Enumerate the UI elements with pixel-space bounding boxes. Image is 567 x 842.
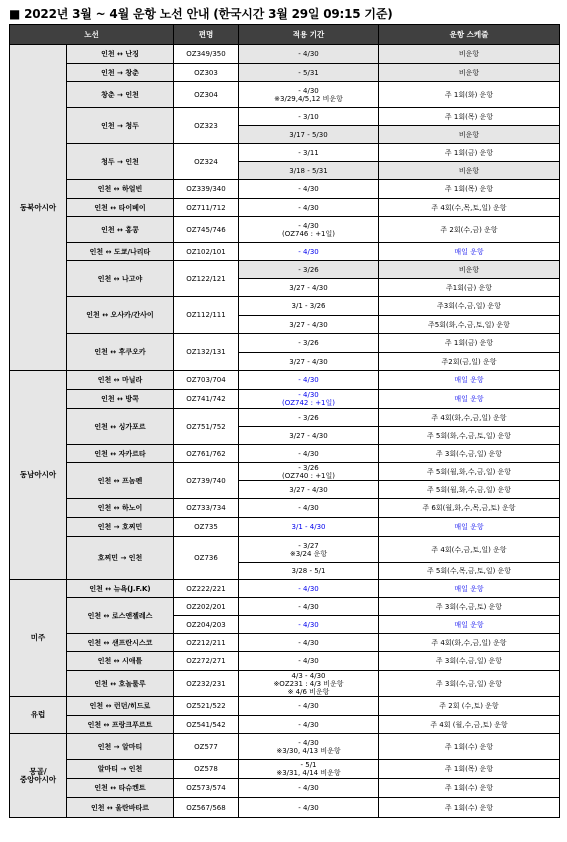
schedule-cell: 주 5회(월,화,수,금,일) 운항 (379, 481, 560, 499)
period-cell: 3/27 - 4/30 (239, 427, 379, 445)
table-row (10, 734, 560, 760)
schedule-cell: 주 4회 (월,수,금,토) 운항 (379, 716, 560, 734)
table-row (10, 199, 560, 217)
flight-number-cell: OZ202/201 (174, 598, 239, 616)
flight-number-cell: OZ222/221 (174, 580, 239, 598)
period-cell: - 4/30 (239, 180, 379, 199)
region-cell: 미주 (10, 580, 67, 697)
region-cell: 유럽 (10, 697, 67, 734)
route-cell: 인천 ↔ 나고야 (67, 261, 174, 297)
route-cell: 인천 ↔ 울란바타르 (67, 798, 174, 818)
header-route: 노선 (10, 25, 174, 45)
table-row (10, 144, 560, 162)
period-cell: - 4/30 (OZ746 : +1일) (239, 217, 379, 243)
schedule-cell: 주1회(금) 운항 (379, 279, 560, 297)
route-cell: 인천 ↔ 홍콩 (67, 217, 174, 243)
flight-number-cell: OZ122/121 (174, 261, 239, 297)
flight-number-cell: OZ578 (174, 760, 239, 779)
period-cell: - 4/30 (239, 580, 379, 598)
schedule-cell: 주 4회(화,수,금,일) 운항 (379, 409, 560, 427)
flight-number-cell: OZ541/542 (174, 716, 239, 734)
schedule-cell: 비운항 (379, 45, 560, 64)
period-cell: - 4/30 (239, 716, 379, 734)
flight-number-cell: OZ711/712 (174, 199, 239, 217)
flight-number-cell: OZ323 (174, 108, 239, 144)
table-row (10, 652, 560, 671)
flight-number-cell: OZ303 (174, 64, 239, 82)
table-row (10, 499, 560, 518)
period-cell: 4/3 - 4/30 ※OZ231 : 4/3 비운항 ※ 4/6 비운항 (239, 671, 379, 697)
schedule-cell: 비운항 (379, 261, 560, 279)
flight-number-cell: OZ304 (174, 82, 239, 108)
table-row (10, 671, 560, 697)
flight-number-cell: OZ567/568 (174, 798, 239, 818)
table-body (10, 45, 560, 818)
schedule-cell: 주 4회(화,수,금,일) 운항 (379, 634, 560, 652)
route-cell: 인천 ↔ 로스앤젤레스 (67, 598, 174, 634)
flight-number-cell: OZ102/101 (174, 243, 239, 261)
period-cell: - 4/30 (239, 445, 379, 463)
flight-number-cell: OZ204/203 (174, 616, 239, 634)
route-cell: 인천 → 청두 (67, 108, 174, 144)
table-row (10, 518, 560, 537)
table-row (10, 45, 560, 64)
period-cell: - 4/30 (239, 798, 379, 818)
header-period: 적용 기간 (239, 25, 379, 45)
schedule-cell: 주 2회(수,금) 운항 (379, 217, 560, 243)
schedule-cell: 주 4회(수,금,토,일) 운항 (379, 537, 560, 563)
route-cell: 인천 → 알마티 (67, 734, 174, 760)
period-cell: - 3/26 (239, 334, 379, 353)
flight-number-cell: OZ324 (174, 144, 239, 180)
route-cell: 인천 ↔ 하노이 (67, 499, 174, 518)
route-cell: 인천 ↔ 방콕 (67, 390, 174, 409)
route-cell: 인천 ↔ 시애틀 (67, 652, 174, 671)
schedule-cell: 주 3회(수,금,일) 운항 (379, 671, 560, 697)
schedule-cell: 주 2회 (수,토) 운항 (379, 697, 560, 716)
schedule-cell: 주 5회(화,수,금,토,일) 운항 (379, 427, 560, 445)
table-row (10, 64, 560, 82)
table-row (10, 390, 560, 409)
table-row (10, 580, 560, 598)
table-row (10, 243, 560, 261)
table-row (10, 261, 560, 279)
table-row (10, 463, 560, 481)
period-cell: - 4/30 (OZ742 : +1일) (239, 390, 379, 409)
flight-number-cell: OZ745/746 (174, 217, 239, 243)
period-cell: - 4/30 (239, 598, 379, 616)
schedule-cell: 주 5회(월,화,수,금,일) 운항 (379, 463, 560, 481)
schedule-cell: 주 1회(수) 운항 (379, 798, 560, 818)
route-cell: 인천 ↔ 타슈켄트 (67, 779, 174, 798)
table-row (10, 180, 560, 199)
schedule-cell: 주 4회(수,목,토,일) 운항 (379, 199, 560, 217)
region-cell: 동남아시아 (10, 371, 67, 580)
table-row (10, 409, 560, 427)
schedule-cell: 매일 운항 (379, 371, 560, 390)
table-header-row (10, 25, 560, 45)
flight-number-cell: OZ751/752 (174, 409, 239, 445)
route-cell: 인천 ↔ 하얼빈 (67, 180, 174, 199)
schedule-cell: 주 3회(수,금,일) 운항 (379, 652, 560, 671)
schedule-cell: 주 5회(수,목,금,토,일) 운항 (379, 563, 560, 580)
period-cell: - 3/26 (239, 409, 379, 427)
flight-number-cell: OZ735 (174, 518, 239, 537)
schedule-cell: 주 6회(월,화,수,목,금,토) 운항 (379, 499, 560, 518)
schedule-cell: 주 1회(금) 운항 (379, 334, 560, 353)
route-cell: 인천 ↔ 싱가포르 (67, 409, 174, 445)
schedule-cell: 주 1회(목) 운항 (379, 108, 560, 126)
period-cell: - 4/30 (239, 616, 379, 634)
schedule-cell: 매일 운항 (379, 518, 560, 537)
period-cell: - 4/30 ※3/30, 4/13 비운항 (239, 734, 379, 760)
table-row (10, 334, 560, 353)
schedule-cell: 비운항 (379, 162, 560, 180)
flight-number-cell: OZ112/111 (174, 297, 239, 334)
period-cell: - 4/30 (239, 697, 379, 716)
period-cell: - 4/30 (239, 499, 379, 518)
schedule-cell: 매일 운항 (379, 616, 560, 634)
table-row (10, 779, 560, 798)
period-cell: 3/27 - 4/30 (239, 316, 379, 334)
schedule-cell: 비운항 (379, 126, 560, 144)
table-row (10, 634, 560, 652)
route-cell: 인천 ↔ 후쿠오카 (67, 334, 174, 371)
table-row (10, 716, 560, 734)
period-cell: - 5/1 ※3/31, 4/14 비운항 (239, 760, 379, 779)
schedule-cell: 비운항 (379, 64, 560, 82)
flight-number-cell: OZ761/762 (174, 445, 239, 463)
table-row (10, 598, 560, 616)
period-cell: - 4/30 (239, 371, 379, 390)
route-cell: 인천 ↔ 오사카/간사이 (67, 297, 174, 334)
period-cell: - 4/30 (239, 634, 379, 652)
table-row (10, 760, 560, 779)
period-cell: - 4/30 (239, 779, 379, 798)
flight-number-cell: OZ733/734 (174, 499, 239, 518)
route-cell: 호찌민 → 인천 (67, 537, 174, 580)
period-cell: - 3/26 (OZ740 : +1일) (239, 463, 379, 481)
route-cell: 인천 ↔ 도쿄/나리타 (67, 243, 174, 261)
page-title: ■ 2022년 3월 ~ 4월 운항 노선 안내 (한국시간 3월 29일 09:15 기준) (9, 7, 393, 21)
flight-number-cell: OZ736 (174, 537, 239, 580)
route-cell: 인천 ↔ 자카르타 (67, 445, 174, 463)
period-cell: 3/17 - 5/30 (239, 126, 379, 144)
table-row (10, 371, 560, 390)
route-cell: 창춘 → 인천 (67, 82, 174, 108)
period-cell: - 4/30 (239, 199, 379, 217)
region-cell: 몽골/ 중앙아시아 (10, 734, 67, 818)
period-cell: 3/18 - 5/31 (239, 162, 379, 180)
route-cell: 인천 ↔ 난징 (67, 45, 174, 64)
route-cell: 알마티 → 인천 (67, 760, 174, 779)
table-row (10, 217, 560, 243)
route-cell: 인천 ↔ 호놀룰루 (67, 671, 174, 697)
header-flight: 편명 (174, 25, 239, 45)
flight-number-cell: OZ349/350 (174, 45, 239, 64)
flight-number-cell: OZ521/522 (174, 697, 239, 716)
route-cell: 인천 ↔ 샌프란시스코 (67, 634, 174, 652)
flight-number-cell: OZ132/131 (174, 334, 239, 371)
period-cell: - 4/30 ※3/29,4/5,12 비운항 (239, 82, 379, 108)
route-cell: 인천 ↔ 프랑크푸르트 (67, 716, 174, 734)
period-cell: 3/27 - 4/30 (239, 481, 379, 499)
period-cell: 3/28 - 5/1 (239, 563, 379, 580)
schedule-cell: 주 1회(수) 운항 (379, 734, 560, 760)
period-cell: - 4/30 (239, 652, 379, 671)
schedule-cell: 매일 운항 (379, 580, 560, 598)
flight-number-cell: OZ577 (174, 734, 239, 760)
schedule-cell: 주 1회(수) 운항 (379, 779, 560, 798)
period-cell: 3/1 - 4/30 (239, 518, 379, 537)
schedule-cell: 매일 운항 (379, 390, 560, 409)
period-cell: - 4/30 (239, 45, 379, 64)
table-row (10, 697, 560, 716)
schedule-cell: 주 1회(금) 운항 (379, 144, 560, 162)
schedule-cell: 주5회(화,수,금,토,일) 운항 (379, 316, 560, 334)
schedule-cell: 주 3회(수,금,일) 운항 (379, 445, 560, 463)
period-cell: - 5/31 (239, 64, 379, 82)
schedule-cell: 주2회(금,일) 운항 (379, 353, 560, 371)
period-cell: 3/27 - 4/30 (239, 279, 379, 297)
period-cell: - 3/26 (239, 261, 379, 279)
flight-number-cell: OZ212/211 (174, 634, 239, 652)
route-cell: 청두 → 인천 (67, 144, 174, 180)
flight-number-cell: OZ232/231 (174, 671, 239, 697)
period-cell: - 3/27 ※3/24 운항 (239, 537, 379, 563)
flight-number-cell: OZ703/704 (174, 371, 239, 390)
route-schedule-table (9, 24, 560, 818)
schedule-cell: 매일 운항 (379, 243, 560, 261)
header-schedule: 운항 스케줄 (379, 25, 560, 45)
route-cell: 인천 ↔ 프놈펜 (67, 463, 174, 499)
schedule-cell: 주 1회(목) 운항 (379, 180, 560, 199)
region-cell: 동북아시아 (10, 45, 67, 371)
table-row (10, 108, 560, 126)
flight-number-cell: OZ573/574 (174, 779, 239, 798)
flight-number-cell: OZ272/271 (174, 652, 239, 671)
schedule-cell: 주 1회(화) 운항 (379, 82, 560, 108)
route-cell: 인천 ↔ 뉴욕(J.F.K) (67, 580, 174, 598)
flight-number-cell: OZ741/742 (174, 390, 239, 409)
flight-number-cell: OZ339/340 (174, 180, 239, 199)
route-cell: 인천 → 창춘 (67, 64, 174, 82)
table-row (10, 537, 560, 563)
route-cell: 인천 ↔ 런던/히드로 (67, 697, 174, 716)
flight-number-cell: OZ739/740 (174, 463, 239, 499)
schedule-cell: 주 1회(목) 운항 (379, 760, 560, 779)
table-row (10, 445, 560, 463)
period-cell: 3/1 - 3/26 (239, 297, 379, 316)
period-cell: - 3/11 (239, 144, 379, 162)
table-row (10, 82, 560, 108)
table-row (10, 798, 560, 818)
period-cell: - 3/10 (239, 108, 379, 126)
schedule-cell: 주 3회(수,금,토) 운항 (379, 598, 560, 616)
period-cell: - 4/30 (239, 243, 379, 261)
table-row (10, 297, 560, 316)
route-cell: 인천 ↔ 마닐라 (67, 371, 174, 390)
route-cell: 인천 ↔ 타이베이 (67, 199, 174, 217)
period-cell: 3/27 - 4/30 (239, 353, 379, 371)
route-cell: 인천 → 호찌민 (67, 518, 174, 537)
schedule-cell: 주3회(수,금,일) 운항 (379, 297, 560, 316)
